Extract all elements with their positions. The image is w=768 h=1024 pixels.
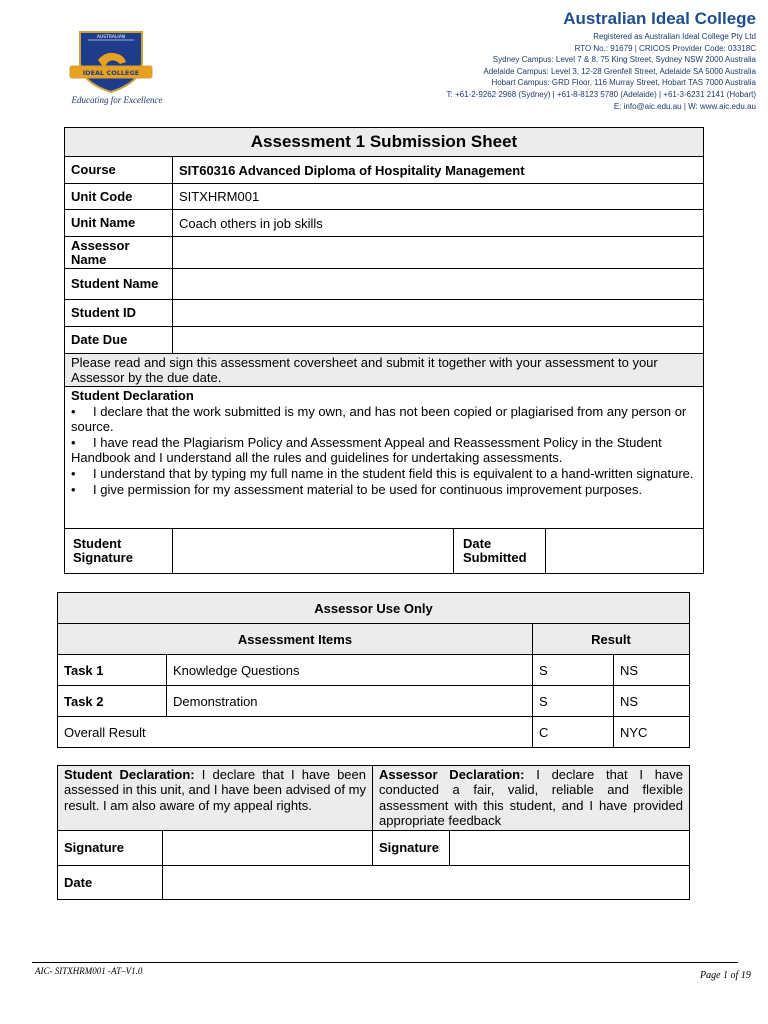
result-header: Result [533,624,690,655]
result-option[interactable]: S [533,655,614,686]
declaration-item: • I give permission for my assessment material to be used for continuous improvement purposes. [71,481,643,497]
assessor-signature-field[interactable] [450,830,690,865]
footer-divider [32,962,738,963]
student-signature-field[interactable] [173,529,454,574]
student-name-field[interactable] [173,269,704,300]
bullet-icon: • [71,403,76,419]
contact-line: E: info@aic.edu.au | W: www.aic.edu.au [613,101,756,111]
student-declaration-text: I declare that I have been assessed in this unit, and I have been advised of my result. I am also aware of my appeal rights. [64,767,367,813]
result-option[interactable]: NS [614,655,690,686]
table-row [58,686,690,717]
task-item: Demonstration [167,686,533,717]
unit-code-value: SITXHRM001 [173,184,704,210]
contact-line: Hobart Campus: GRD Floor, 116 Murray Street, Hobart TAS 7000 Australia [491,78,756,88]
college-tagline: Educating for Excellence [71,95,163,105]
task-label: Task 2 [58,686,167,717]
bullet-icon: • [71,481,76,497]
assessor-declaration-title: Assessor Declaration: [379,767,525,782]
declaration-item: • I have read the Plagiarism Policy and Assessment Appeal and Reassessment Policy in the Student Handbook and I understand all the rules and guidelines for undertaking assessments. [71,434,662,466]
bullet-icon: • [71,465,76,481]
svg-text:AUSTRALIAN: AUSTRALIAN [96,35,126,40]
date-submitted-field[interactable] [546,529,704,574]
document-code: AIC- SITXHRM001 -AT–V1.0 [35,966,143,976]
assessor-declaration-cell [373,766,690,831]
task-label: Task 1 [58,655,167,686]
course-value: SIT60316 Advanced Diploma of Hospitality Management [173,157,704,184]
student-signature-field[interactable] [163,830,373,865]
date-submitted-label: Date Submitted [454,529,546,574]
submission-title: Assessment 1 Submission Sheet [65,128,704,157]
unit-name-value: Coach others in job skills [173,210,704,237]
result-option[interactable]: S [533,686,614,717]
course-label: Course [65,157,173,184]
date-due-field[interactable] [173,327,704,354]
instruction-note: Please read and sign this assessment coversheet and submit it together with your assessment to your Assessor by the due date. [65,354,704,387]
svg-text:IDEAL COLLEGE: IDEAL COLLEGE [82,69,140,77]
contact-line: Sydney Campus: Level 7 & 8, 75 King Street, Sydney NSW 2000 Australia [492,55,756,65]
result-option[interactable]: NS [614,686,690,717]
page-number: Page 1 of 19 [700,970,751,981]
student-declaration-cell [58,766,373,831]
college-name: Australian Ideal College [563,9,756,28]
unit-name-label: Unit Name [65,210,173,237]
declaration-item: • I declare that the work submitted is my own, and has not been copied or plagiarised from any person or source. [71,403,687,435]
date-field[interactable] [163,865,690,899]
college-contact-block [447,31,756,112]
declaration-item: • I understand that by typing my full name in the student field this is equivalent to a hand-written signature. [71,465,694,481]
college-logo [68,28,154,94]
assessor-signature-label: Signature [373,830,450,865]
assessor-name-label: Assessor Name [65,237,173,269]
assessor-use-title: Assessor Use Only [58,593,690,624]
student-signature-label: Signature [58,830,163,865]
table-row [58,655,690,686]
overall-result-label: Overall Result [58,717,533,748]
result-option[interactable]: C [533,717,614,748]
table-row [58,717,690,748]
contact-line: T: +61-2-9262 2968 (Sydney) | +61-8-8123 5780 (Adelaide) | +61-3-6231 2141 (Hobart) [446,89,756,99]
student-id-field[interactable] [173,300,704,327]
student-declaration-block [65,387,704,529]
student-declaration-title: Student Declaration: [64,767,195,782]
date-label: Date [58,865,163,899]
bullet-icon: • [71,434,76,450]
date-due-label: Date Due [65,327,173,354]
contact-line: RTO No.: 91679 | CRICOS Provider Code: 03318C [574,43,756,53]
unit-code-label: Unit Code [65,184,173,210]
student-id-label: Student ID [65,300,173,327]
assessor-name-field[interactable] [173,237,704,269]
student-declaration-title: Student Declaration [71,388,194,403]
contact-line: Adelaide Campus: Level 3, 12-28 Grenfell Street, Adelaide SA 5000 Australia [483,66,756,76]
final-declarations-table [57,765,690,900]
assessment-items-header: Assessment Items [58,624,533,655]
assessor-declaration-text: I declare that I have conducted a fair, valid, reliable and flexible assessment with this student, and I have provided appropriate feedback [379,767,683,829]
assessor-use-table [57,592,690,748]
result-option[interactable]: NYC [614,717,690,748]
submission-sheet-table [64,127,704,574]
student-name-label: Student Name [65,269,173,300]
contact-line: Registered as Australian Ideal College Pty Ltd [593,32,756,41]
student-signature-label: Student Signature [65,529,173,574]
task-item: Knowledge Questions [167,655,533,686]
